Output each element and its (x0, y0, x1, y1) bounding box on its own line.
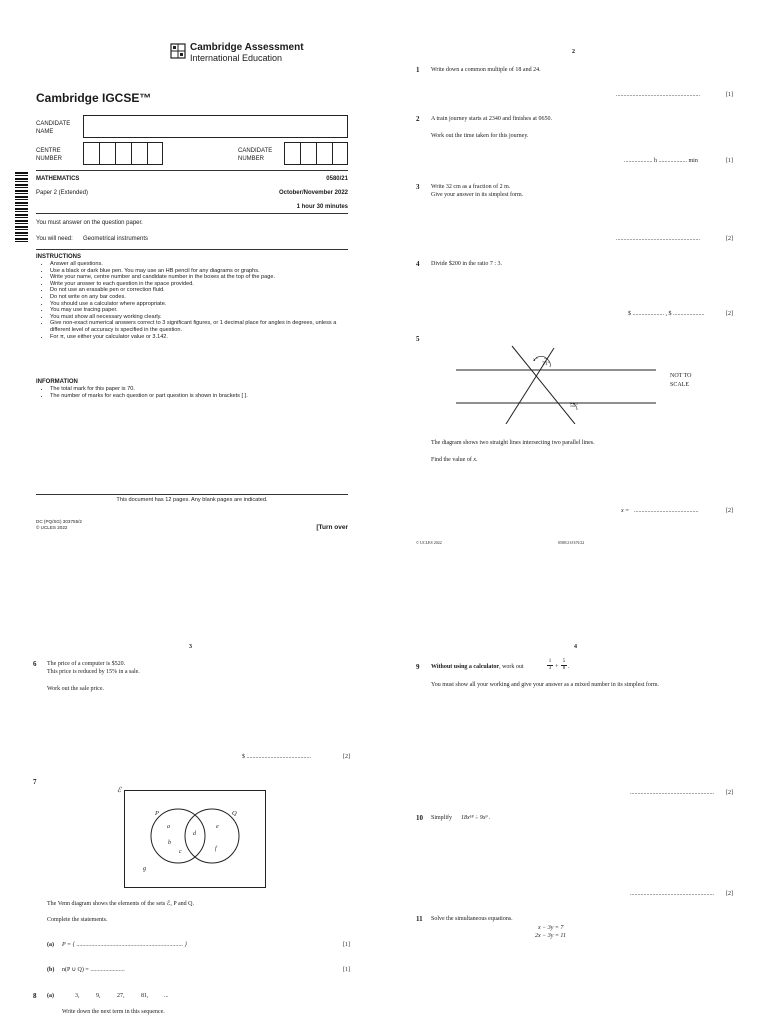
question-number: 1 (416, 66, 420, 74)
instruction-item: • Answer all questions. (50, 261, 338, 268)
question-text: The price of a computer is $520. (47, 661, 126, 667)
venn-diagram (124, 790, 267, 888)
paper-title: Paper 2 (Extended) (36, 190, 89, 196)
marks: [2] (726, 891, 733, 897)
question-text: Write 32 cm as a fraction of 2 m. (431, 184, 511, 190)
element-c: c (179, 849, 182, 855)
sequence-term: 27, (117, 993, 125, 999)
marks: [2] (726, 790, 733, 796)
information-item: • The number of marks for each question or part question is shown in brackets [ ]. (50, 393, 338, 400)
plus-sign: + (555, 664, 559, 670)
candidate-number-field[interactable] (284, 142, 348, 165)
marks: [2] (726, 311, 733, 317)
not-to-scale: NOT TO (670, 373, 692, 379)
transversal-line-1 (512, 346, 575, 424)
element-f: f (215, 846, 217, 852)
transversal-line-2 (506, 348, 554, 424)
angle-label-71: 71° (542, 361, 550, 367)
question-number: 5 (416, 335, 420, 343)
answer-line[interactable]: $ ........................................... (242, 754, 311, 760)
answer-note: You must answer on the question paper. (36, 220, 143, 226)
information-item: • The total mark for this paper is 70. (50, 386, 338, 393)
sequence-term: 3, (75, 993, 80, 999)
divider-footer (36, 494, 348, 495)
answer-line[interactable]: $ ..................... , $ ..................... (628, 311, 705, 317)
instruction-item: • You must show all necessary working clearly. (50, 314, 338, 321)
element-a: a (167, 824, 170, 830)
question-text: The diagram shows two straight lines intersecting two parallel lines. (431, 440, 595, 446)
page-number: 4 (574, 644, 577, 650)
session: October/November 2022 (278, 190, 348, 196)
divider-top (36, 170, 348, 171)
part-label: (a) (47, 942, 54, 948)
element-b: b (168, 840, 171, 846)
question-number: 2 (416, 115, 420, 123)
candidate-name-label: CANDIDATE NAME (36, 121, 71, 135)
pages-note: This document has 12 pages. Any blank pages are indicated. (116, 497, 268, 503)
instruction-item: • Write your answer to each question in the space provided. (50, 281, 338, 288)
divider-instructions (36, 249, 348, 250)
duration: 1 hour 30 minutes (296, 204, 348, 210)
question-number: 8 (33, 992, 37, 1000)
question-text: Divide $200 in the ratio 7 : 3. (431, 261, 502, 267)
instructions-list (38, 261, 338, 340)
answer-line[interactable]: n(P ∪ Q) = ....................... (62, 967, 125, 973)
equation-1: x − 3y = 7 (538, 925, 564, 931)
question-text: Find the value of x. (431, 457, 478, 463)
crest-icon (170, 43, 186, 59)
instruction-item: • Do not use an erasable pen or correction fluid. (50, 287, 338, 294)
sequence-term: ... (164, 993, 169, 999)
marks: [1] (343, 942, 350, 948)
instruction-item: • You should use a calculator where appropriate. (50, 301, 338, 308)
parallel-lines-diagram (450, 342, 670, 424)
information-list (38, 386, 338, 399)
answer-line[interactable]: ........................................................ (630, 891, 714, 897)
answer-line[interactable]: ........................................... (634, 508, 699, 514)
sequence-term: 9, (96, 993, 101, 999)
element-g: g (143, 866, 146, 872)
universal-set-label: ℰ (117, 786, 122, 794)
question-text: The Venn diagram shows the elements of the sets ℰ, P and Q. (47, 901, 194, 907)
answer-line[interactable]: ........................................................ (616, 92, 700, 98)
centre-number-label: CENTRE NUMBER (36, 148, 63, 162)
you-need-value: Geometrical instruments (83, 236, 149, 242)
question-text: Simplify (431, 815, 453, 821)
candidate-number-label: CANDIDATE NUMBER (238, 148, 273, 162)
marks: [1] (726, 158, 733, 164)
footer-copyright: © UCLES 2022 (416, 540, 442, 545)
angle-label-x: x° (533, 357, 538, 363)
expression: 18x¹⁸ ÷ 9x⁹ . (461, 815, 491, 821)
not-to-scale: SCALE (670, 382, 690, 388)
instruction-item: • You may use tracing paper. (50, 307, 338, 314)
equation-2: 2x − 3y = 11 (535, 933, 566, 939)
question-text: Work out the time taken for this journey. (431, 133, 529, 139)
you-need-label: You will need: (36, 236, 73, 242)
question-number: 4 (416, 260, 420, 268)
part-label: (a) (47, 993, 54, 999)
page-number: 2 (572, 49, 575, 55)
question-text: Write down the next term in this sequence. (62, 1009, 165, 1015)
full-stop: . (568, 664, 570, 670)
sequence-term: 81, (141, 993, 149, 999)
barcode (15, 172, 28, 244)
marks: [2] (726, 236, 733, 242)
set-q-label: Q (232, 810, 237, 817)
question-text: You must show all your working and give your answer as a mixed number in its simplest form. (431, 682, 660, 688)
answer-line[interactable]: P = { ....................................................................... } (62, 942, 187, 948)
qualification-title: Cambridge IGCSE™ (36, 91, 152, 105)
question-text: Solve the simultaneous equations. (431, 916, 513, 922)
centre-number-field[interactable] (83, 142, 163, 165)
element-d: d (193, 831, 196, 837)
question-text: A train journey starts at 2340 and finishes at 0650. (431, 116, 552, 122)
fraction-one-third: 1 3 (548, 659, 552, 671)
paper-code: 0580/21 (326, 176, 348, 182)
logo-line-1: Cambridge Assessment (190, 42, 304, 53)
marks: [1] (343, 967, 350, 973)
question-number: 6 (33, 660, 37, 668)
answer-label: x = (621, 508, 630, 514)
marks: [1] (726, 92, 733, 98)
answer-line[interactable]: ........................................................ (616, 236, 700, 242)
question-text: Work out the sale price. (47, 686, 104, 692)
question-number: 10 (416, 814, 423, 822)
divider-mid (36, 213, 348, 214)
marks: [2] (343, 754, 350, 760)
question-text: Give your answer in its simplest form. (431, 192, 524, 198)
instruction-item: • Use a black or dark blue pen. You may use an HB pencil for any diagrams or graphs. (50, 268, 338, 275)
page-number: 3 (189, 644, 192, 650)
subject: MATHEMATICS (36, 176, 80, 182)
marks: [2] (726, 508, 733, 514)
fraction-five-eighths: 5 8 (562, 659, 566, 671)
question-text: This price is reduced by 15% in a sale. (47, 669, 140, 675)
candidate-name-field[interactable] (83, 115, 348, 138)
question-text: Write down a common multiple of 18 and 24. (431, 67, 541, 73)
set-p-circle (151, 809, 205, 863)
question-number: 11 (416, 915, 423, 923)
instruction-item: • For π, use either your calculator value or 3.142. (50, 334, 338, 341)
footer-copyright: © UCLES 2022 (36, 525, 68, 530)
logo-line-2: International Education (190, 53, 283, 63)
answer-line[interactable]: ................... h ................... min (624, 158, 698, 164)
part-label: (b) (47, 967, 55, 973)
footer-code: DC (PQ/SG) 303755/2 (36, 519, 82, 524)
question-number: 7 (33, 778, 37, 786)
information-title: INFORMATION (36, 379, 78, 385)
angle-label-55: 55° (570, 403, 578, 409)
question-text: Complete the statements. (47, 917, 108, 923)
question-text: Without using a calculator, work out (431, 664, 524, 670)
question-number: 3 (416, 183, 420, 191)
answer-line[interactable]: ........................................................ (630, 790, 714, 796)
instructions-title: INSTRUCTIONS (36, 254, 81, 260)
universal-set-rectangle (125, 791, 266, 888)
set-p-label: P (155, 810, 159, 817)
instruction-item: • Do not write on any bar codes. (50, 294, 338, 301)
element-e: e (216, 824, 219, 830)
footer-code: 0580/21/O/N/22 (558, 540, 585, 545)
instruction-item: • Give non-exact numerical answers correct to 3 significant figures, or 1 decimal place for angles in degrees, unless a different level of accuracy is specified in the question. (50, 320, 338, 333)
instruction-item: • Write your name, centre number and candidate number in the boxes at the top of the page. (50, 274, 338, 281)
turn-over: [Turn over (316, 524, 348, 531)
question-number: 9 (416, 663, 420, 671)
